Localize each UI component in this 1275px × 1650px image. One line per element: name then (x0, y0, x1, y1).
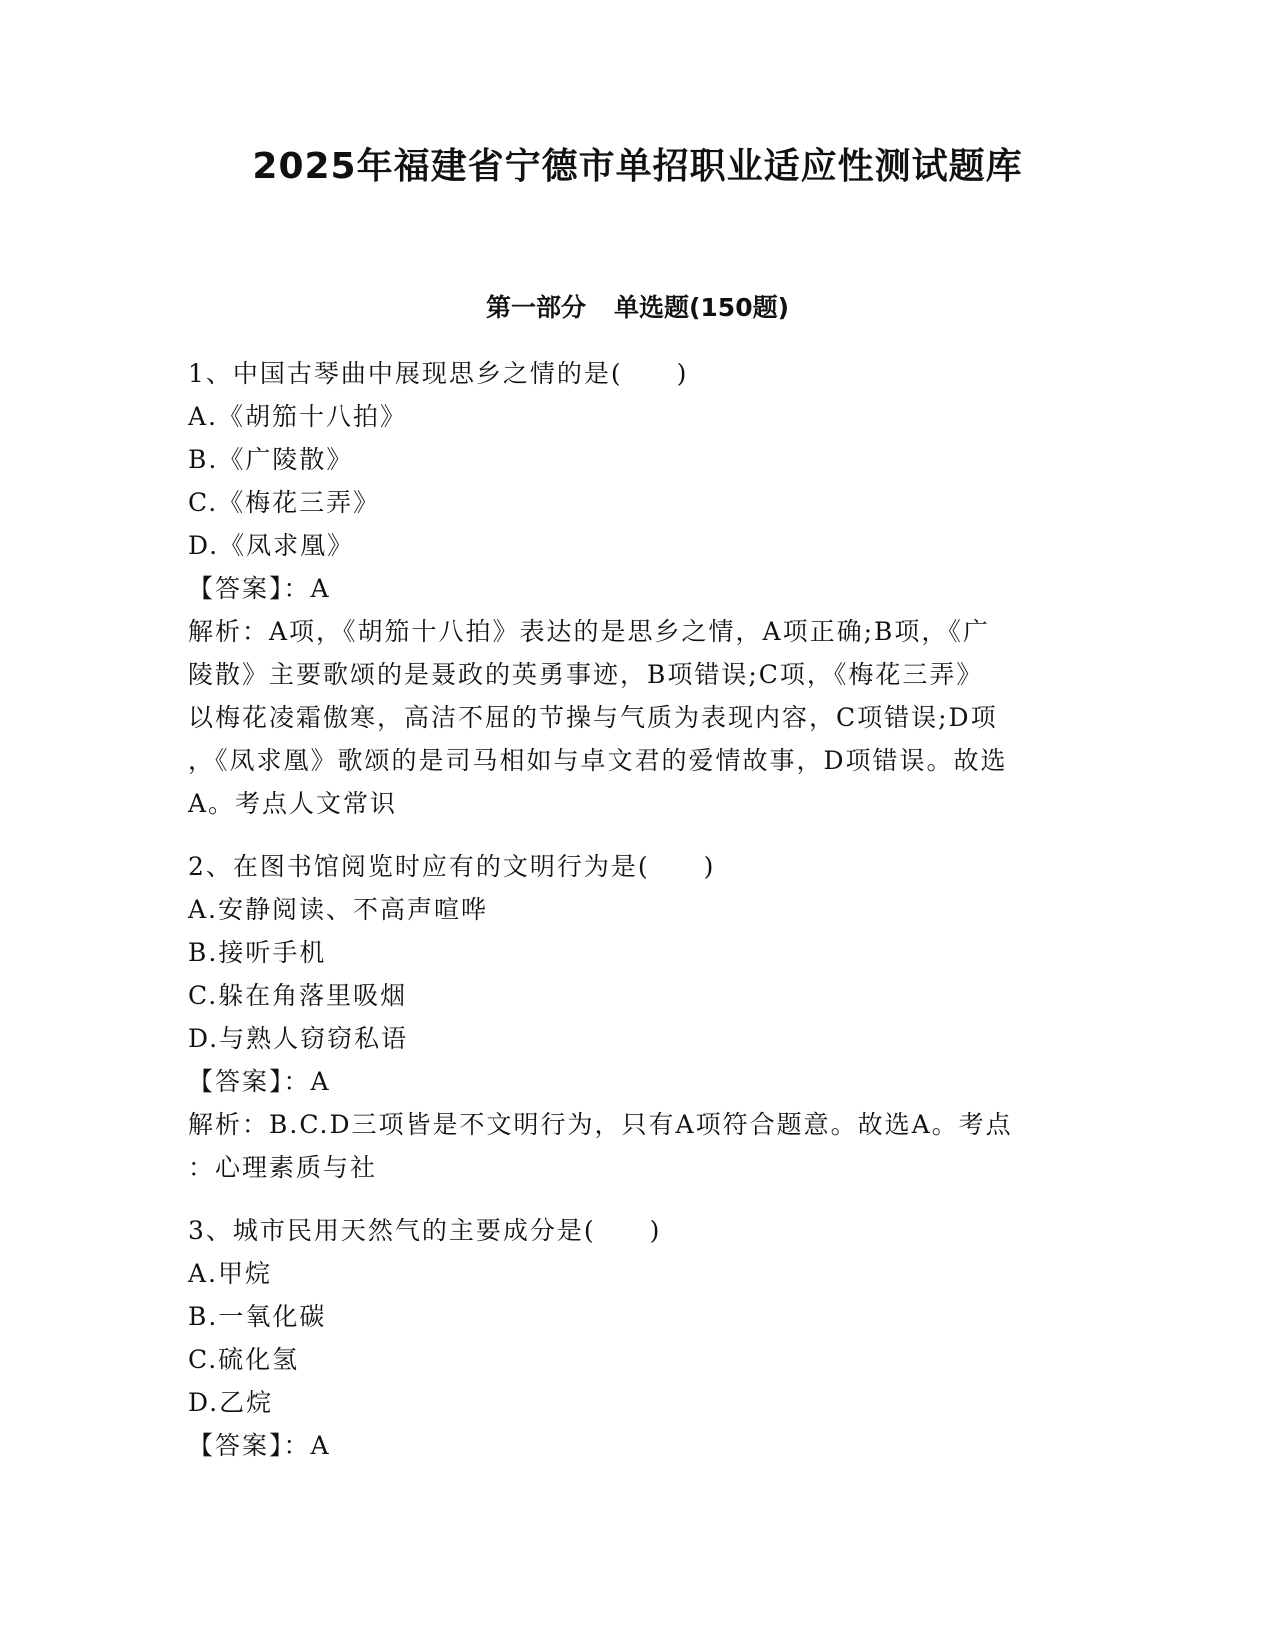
option-c: C.《梅花三弄》 (188, 488, 381, 517)
option-a: A.《胡笳十八拍》 (188, 402, 408, 431)
answer: 【答案】：A (188, 1431, 331, 1460)
option-d: D.《凤求凰》 (188, 531, 355, 560)
explanation-line: 以梅花凌霜傲寒，高洁不屈的节操与气质为表现内容，C项错误;D项 (188, 703, 998, 732)
answer: 【答案】：A (188, 574, 331, 603)
option-c: C.硫化氢 (188, 1345, 300, 1374)
answer: 【答案】：A (188, 1067, 331, 1096)
explanation (188, 610, 1088, 825)
question-1 (188, 352, 1088, 825)
section-title (0, 290, 1275, 326)
question-2 (188, 845, 1088, 1189)
question-stem: 1、中国古琴曲中展现思乡之情的是( ) (188, 359, 689, 388)
section-part: 第一部分 (485, 293, 586, 322)
explanation (188, 1103, 1088, 1189)
question-stem: 2、在图书馆阅览时应有的文明行为是( ) (188, 852, 716, 881)
explanation-line: ：心理素质与社 (188, 1153, 378, 1182)
option-b: B.一氧化碳 (188, 1302, 327, 1331)
explanation-line: 陵散》主要歌颂的是聂政的英勇事迹，B项错误;C项，《梅花三弄》 (188, 660, 984, 689)
question-3 (188, 1209, 1088, 1467)
explanation-line: 解析：A项，《胡笳十八拍》表达的是思乡之情，A项正确;B项，《广 (188, 617, 990, 646)
explanation-line: A。考点人文常识 (188, 789, 398, 818)
explanation-line: ，《凤求凰》歌颂的是司马相如与卓文君的爱情故事，D项错误。故选 (188, 746, 1008, 775)
question-stem: 3、城市民用天然气的主要成分是( ) (188, 1216, 662, 1245)
option-b: B.接听手机 (188, 938, 327, 967)
option-a: A.安静阅读、不高声喧哗 (188, 895, 489, 924)
option-d: D.与熟人窃窃私语 (188, 1024, 409, 1053)
explanation-line: 解析：B.C.D三项皆是不文明行为，只有A项符合题意。故选A。考点 (188, 1110, 1013, 1139)
option-d: D.乙烷 (188, 1388, 274, 1417)
option-c: C.躲在角落里吸烟 (188, 981, 408, 1010)
page-title: 2025年福建省宁德市单招职业适应性测试题库 (252, 146, 1023, 187)
option-a: A.甲烷 (188, 1259, 273, 1288)
question-list (188, 352, 1088, 1487)
section-name: 单选题(150题) (613, 293, 790, 322)
option-b: B.《广陵散》 (188, 445, 354, 474)
